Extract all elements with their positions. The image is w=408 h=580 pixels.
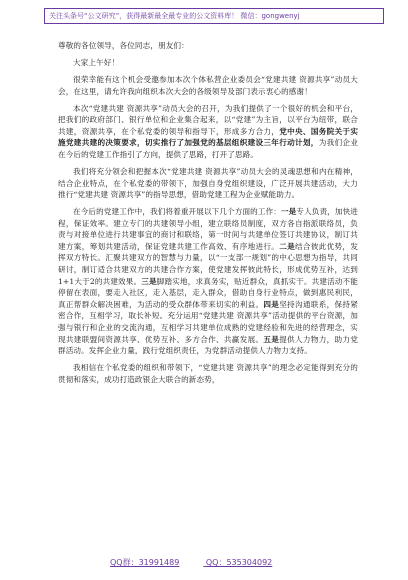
emphasis-text: 四是 <box>263 299 280 309</box>
emphasis-text: 五是 <box>263 334 280 344</box>
paragraph <box>58 166 358 201</box>
paragraph <box>58 74 358 97</box>
qq-link[interactable]: QQ：535304092 <box>205 558 273 567</box>
emphasis-text: 三是 <box>141 276 157 286</box>
paragraph-list <box>58 74 358 385</box>
greeting: 尊敬的各位领导，各位同志，朋友们： <box>58 41 189 50</box>
paragraph-text: 我相信在个私党委的组织和带领下，“党建共建 资源共享”的理念必定能得到充分的贯彻和落实，成功打造政银企大联合的新态势， <box>58 363 358 384</box>
top-banner: 关注头条号“公文研究”，获得最新最全最专业的公文资料库！ 微信：gongwenyj <box>44 8 384 24</box>
paragraph-text: 为我们企业在今后的党建工作指引了方向，提供了思路，打开了思路。 <box>58 138 359 159</box>
paragraph <box>58 103 358 161</box>
paragraph-text: 提供人力物力，助力党群活动。发挥企业力量，践行党组织责任，为党群活动提供人力物力支持。 <box>58 334 359 356</box>
paragraph-text: 结合彼此优势，发挥双方特长。汇聚共建双方的智慧与力量，以“一支部一规划”的中心思想为指导，共同研讨，制订适合共建双方的共建合作方案，使党建发挥彼此特长，形成优势互补，达到1+1大于2的共建效果。 <box>58 241 359 286</box>
paragraph-text: 在今后的党建工作中，我们将着重开展以下几个方面的工作： <box>73 207 281 217</box>
qq-group-link[interactable]: QQ群：31991489 <box>110 558 180 567</box>
salutation: 大家上午好！ <box>73 57 120 67</box>
paragraph-text: 坚持沟通联系，保持紧密合作，互相学习，取长补短。充分运用“党建共建 资源共享”活动提供的平台资源，加强与银行和企业的交流沟通，互相学习共建单位成熟的党建经验和先进的经营理念，实现共建联盟间资源共享、优势互补、多方合作、共赢发展。 <box>58 299 359 344</box>
emphasis-text: 党中央、国务院关于实施党建共建的决策要求，切实推行了加强党的基层组织建设三年行动计划， <box>58 126 359 148</box>
paragraph-text: 脚踏实地，求真务实，贴近群众，真抓实干。共建活动不能停留在表面，要走入社区，走入基层，走入群众，借助自身行业特点，做到惠民利民，真正帮群众解决困难，为活动的受众群体带来切实的利益。 <box>58 276 358 309</box>
document-body <box>58 40 358 391</box>
paragraph-text: 本次“党建共建 资源共享”动员大会的召开，为我们提供了一个很好的机会和平台，把我们的政府部门、银行单位和企业集合起来，以“党建”为主旨，以平台为纽带，联合共建，资源共享，在个私党委的领导和指导下，形成多方合力， <box>58 103 358 136</box>
emphasis-text: 二是 <box>279 241 296 251</box>
paragraph <box>58 206 358 357</box>
emphasis-text: 一是 <box>280 207 297 217</box>
paragraph <box>58 362 358 385</box>
paragraph-text: 我们将充分领会和把握本次“党建共建 资源共享”动员大会的灵魂思想和内在精神，结合企业特点，在个私党委的带领下，加强自身党组织建设，广泛开展共建活动，大力推行“党建共建 资源共享”的指导思想，借助党建工程为企业赋能助力。 <box>58 166 358 200</box>
footer-contact[interactable] <box>110 557 310 568</box>
paragraph-text: 很荣幸能有这个机会受邀参加本次个体私营企业委员会“党建共建 资源共享”动员大会，在这里，请允许我向组织本次大会的各级领导及部门表示衷心的感谢！ <box>58 74 358 96</box>
paragraph-text: 专人负责，加快进程，保证效率。建立专门的共建领导小组，建立联络员制度，双方各自指派联络员，负责与对接单位进行共建事宜的商讨和联络，第一时间与共建单位签订共建协议，制订共建方案，筹划共建活动，保证党建共建工作高效、有序地进行。 <box>58 207 358 251</box>
